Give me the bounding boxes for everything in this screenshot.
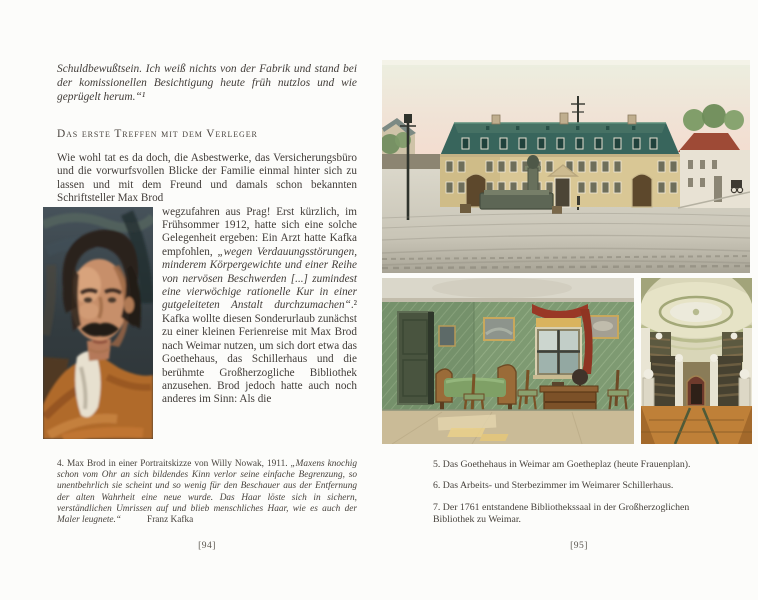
page-number-right: [95] — [570, 541, 588, 551]
photo-caption-goethehaus: 5. Das Goethehaus in Weimar am Goetheplaz (heute Frauenplan). — [433, 459, 691, 470]
footnote-quote: „Maxens knochig schon vom Ohr an sich bildendes Kinn verlor seine einfache Begrenzung, so unentbehrlich sie scheint und so wenig für den Beschauer aus der Entfernung der alten Wahrheit eine neue wurde. Das Haar löste sich in sichern, verständlichen Umrissen auf und blieb menschliches Haar, wie es auch der Maler leugnete.“ — [57, 459, 357, 526]
schiller-room-graphic — [382, 278, 634, 444]
body-paragraph-wrap — [57, 206, 357, 407]
goethehaus-postcard-graphic — [382, 60, 750, 273]
body-quote-italic: „wegen Verdauungsstörungen, minderem Körpergewichte und einer Reihe von nervösen Beschwerden [...] zumindest eine vierwöchige rationelle Kur in einer gutgeleiteten Anstalt durchzumachen“ — [162, 245, 357, 312]
schillerhaus-room-photo — [382, 278, 634, 444]
body-paragraph-lead — [57, 152, 357, 206]
library-hall-graphic — [641, 278, 752, 444]
body-part3: .² Kafka wollte diesen Sonderurlaub zunächst zu einer kleinen Ferienreise mit Max Brod nach Weimar nutzen, um sich dort etwa das Goethehaus, das Schillerhaus und die berühmte Großherzogliche Bibliothek anzusehen. Brod jedoch hatte auch noch anderes im Sinn: Als die — [162, 299, 357, 406]
caption-list — [433, 459, 725, 536]
library-hall-photo — [641, 278, 752, 444]
max-brod-portrait — [43, 207, 153, 439]
goethehaus-photo — [382, 60, 750, 273]
photo-caption-schillerhaus: 6. Das Arbeits- und Sterbezimmer im Weimarer Schillerhaus. — [433, 480, 674, 492]
body-part1: Wie wohl tat es da doch, die Asbestwerke, das Versicherungsbüro und die vorwurfsvollen Blicke der Familie einmal hinter sich zu lassen und mit dem Freund und damals schon bekannten Schriftsteller Max Brod — [57, 152, 357, 205]
footnote — [57, 459, 357, 526]
diary-quote-paragraph: Schuldbewußtsein. Ich weiß nichts von der Fabrik und stand bei der komissionellen Besichtigung heute früh nutzlos und wie geprügelt herum.“¹ — [57, 63, 357, 103]
body-text-column — [57, 152, 357, 441]
body-part2: wegzufahren aus Prag! Erst kürzlich, im Frühsommer 1912, hatte sich eine solche Gelegenheit ergeben: Ein Arzt hatte Kafka empfohlen, — [162, 205, 357, 258]
photo-caption-library: 7. Der 1761 entstandene Bibliothekssaal in der Großherzoglichen Bibliothek zu Weimar. — [433, 501, 690, 526]
footnote-intro: 4. Max Brod in einer Portraitskizze von Willy Nowak, 1911. — [57, 459, 291, 469]
page-number-left: [94] — [198, 541, 216, 551]
section-heading: Das erste Treffen mit dem Verleger — [57, 128, 258, 140]
portrait-painting-graphic — [43, 207, 153, 439]
footnote-attribution: Franz Kafka — [147, 515, 194, 526]
